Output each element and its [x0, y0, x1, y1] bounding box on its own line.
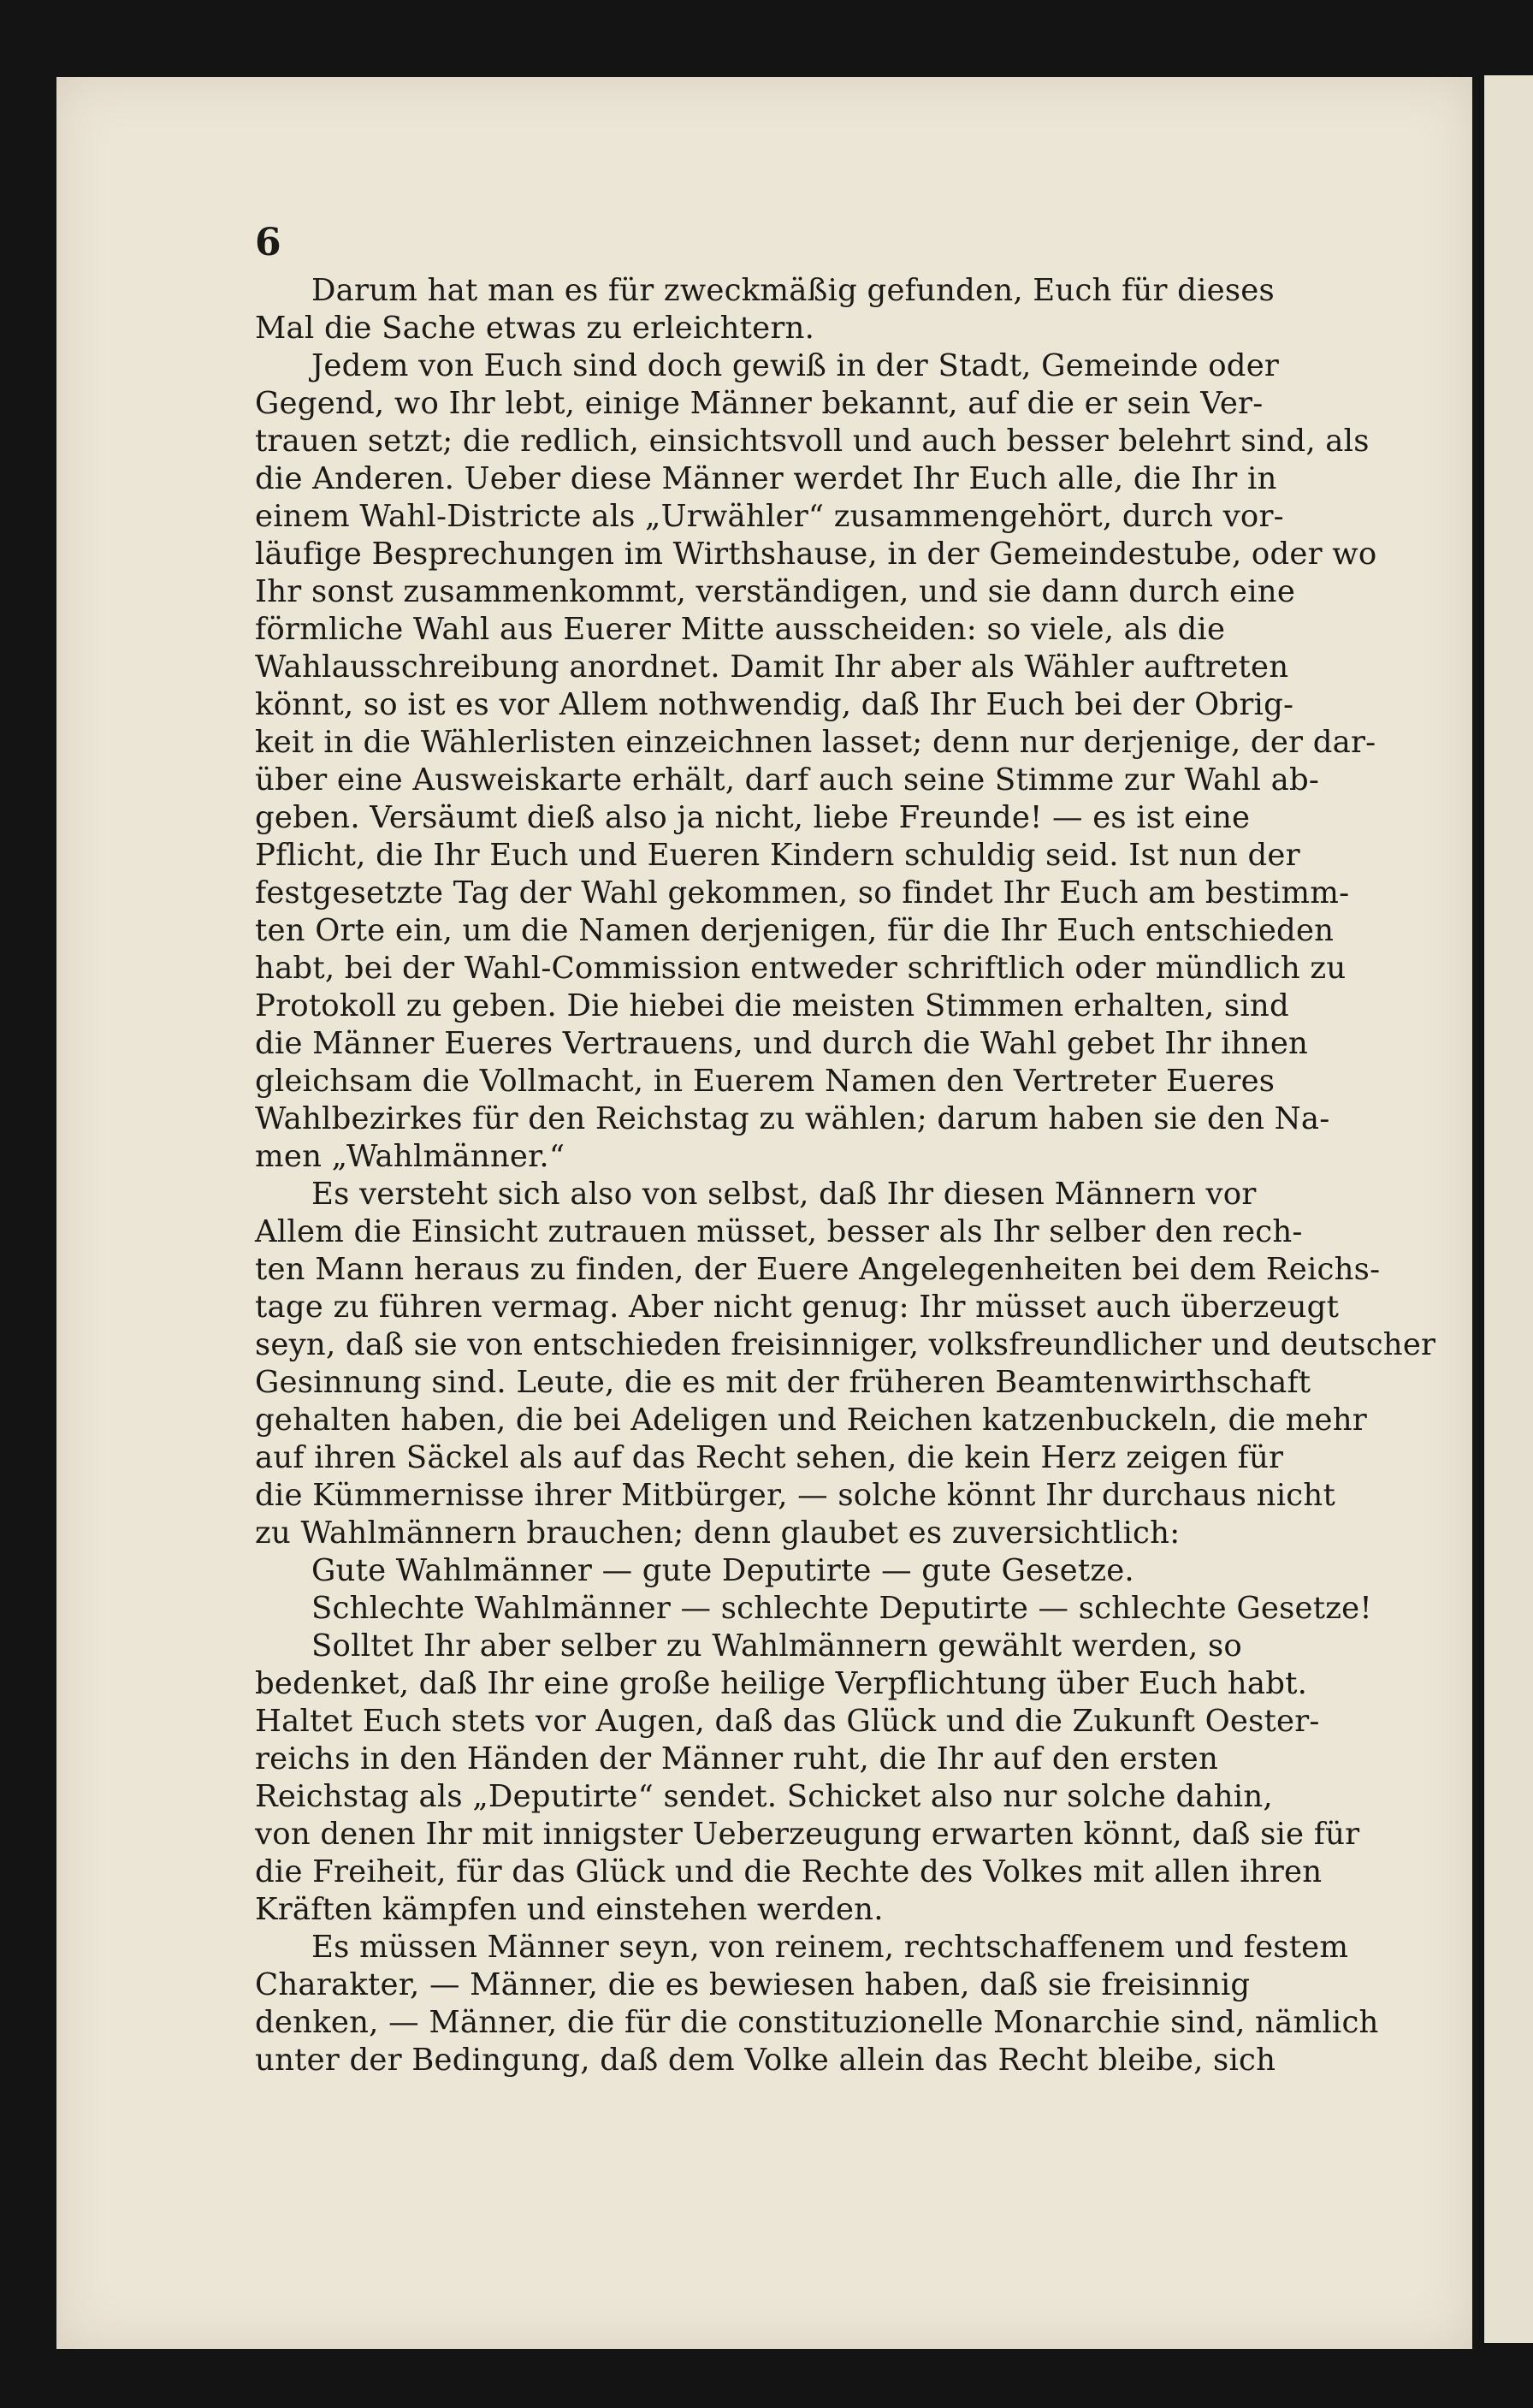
text-line: ten Orte ein, um die Namen derjenigen, für die Ihr Euch entschieden [255, 913, 1335, 948]
text-line: tage zu führen vermag. Aber nicht genug: Ihr müsset auch überzeugt [255, 1290, 1340, 1325]
text-line: von denen Ihr mit innigster Ueberzeugung erwarten könnt, daß sie für [255, 1817, 1360, 1852]
text-line: Darum hat man es für zweckmäßig gefunden, Euch für dieses [311, 273, 1275, 308]
paragraph [255, 1590, 1372, 1628]
text-line: die Kümmernisse ihrer Mitbürger, — solche könnt Ihr durchaus nicht [255, 1478, 1335, 1513]
text-line: Allem die Einsicht zutrauen müsset, besser als Ihr selber den rech- [255, 1214, 1303, 1249]
text-line: förmliche Wahl aus Euerer Mitte ausscheiden: so viele, als die [255, 612, 1226, 647]
text-line: festgesetzte Tag der Wahl gekommen, so findet Ihr Euch am bestimm- [255, 875, 1350, 910]
paragraph [255, 1552, 1341, 1590]
text-line: bedenket, daß Ihr eine große heilige Verpflichtung über Euch habt. [255, 1666, 1308, 1701]
text-line: Reichstag als „Deputirte“ sendet. Schicket also nur solche dahin, [255, 1779, 1273, 1814]
paragraph [255, 1929, 1379, 2079]
paragraph [255, 1628, 1360, 1929]
text-line: einem Wahl-Districte als „Urwähler“ zusammengehört, durch vor- [255, 499, 1284, 534]
text-line: seyn, daß sie von entschieden freisinniger, volksfreundlicher und deutscher [255, 1327, 1436, 1362]
text-line: Protokoll zu geben. Die hiebei die meisten Stimmen erhalten, sind [255, 988, 1289, 1023]
text-line: Es versteht sich also von selbst, daß Ihr diesen Männern vor [311, 1177, 1257, 1212]
text-line: gehalten haben, die bei Adeligen und Reichen katzenbuckeln, die mehr [255, 1403, 1367, 1438]
text-line: auf ihren Säckel als auf das Recht sehen, die kein Herz zeigen für [255, 1440, 1284, 1475]
text-line: Wahlbezirkes für den Reichstag zu wählen; darum haben sie den Na- [255, 1101, 1330, 1136]
text-line: geben. Versäumt dieß also ja nicht, liebe Freunde! — es ist eine [255, 800, 1251, 835]
paragraph [255, 1176, 1436, 1552]
text-line: läufige Besprechungen im Wirthshause, in der Gemeindestube, oder wo [255, 537, 1377, 572]
text-line: ten Mann heraus zu finden, der Euere Angelegenheiten bei dem Reichs- [255, 1252, 1381, 1287]
text-line: Es müssen Männer seyn, von reinem, rechtschaffenem und festem [311, 1930, 1349, 1965]
text-line: Charakter, — Männer, die es bewiesen haben, daß sie freisinnig [255, 1967, 1251, 2002]
text-line: habt, bei der Wahl-Commission entweder schriftlich oder mündlich zu [255, 951, 1347, 986]
text-line: Gegend, wo Ihr lebt, einige Männer bekannt, auf die er sein Ver- [255, 386, 1264, 421]
text-line: trauen setzt; die redlich, einsichtsvoll und auch besser belehrt sind, als [255, 424, 1370, 459]
text-line: reichs in den Händen der Männer ruht, die Ihr auf den ersten [255, 1741, 1219, 1776]
text-line: unter der Bedingung, daß dem Volke allein das Recht bleibe, sich [255, 2043, 1276, 2078]
facing-page-edge [1484, 75, 1533, 2343]
text-line: Schlechte Wahlmänner — schlechte Deputirte — schlechte Gesetze! [311, 1591, 1372, 1626]
text-line: Pflicht, die Ihr Euch und Eueren Kindern schuldig seid. Ist nun der [255, 838, 1300, 873]
page-number: 6 [255, 221, 281, 264]
paragraph [255, 272, 1341, 347]
text-line: Gute Wahlmänner — gute Deputirte — gute Gesetze. [311, 1553, 1134, 1588]
text-line: über eine Ausweiskarte erhält, darf auch seine Stimme zur Wahl ab- [255, 762, 1320, 798]
text-line: Wahlausschreibung anordnet. Damit Ihr aber als Wähler auftreten [255, 649, 1289, 685]
text-line: die Männer Eueres Vertrauens, und durch die Wahl gebet Ihr ihnen [255, 1026, 1309, 1061]
text-line: Solltet Ihr aber selber zu Wahlmännern gewählt werden, so [311, 1628, 1242, 1664]
text-line: keit in die Wählerlisten einzeichnen lasset; denn nur derjenige, der dar- [255, 725, 1376, 760]
text-line: Ihr sonst zusammenkommt, verständigen, und sie dann durch eine [255, 574, 1296, 609]
text-line: denken, — Männer, die für die constituzionelle Monarchie sind, nämlich [255, 2005, 1379, 2040]
text-line: die Freiheit, für das Glück und die Rechte des Volkes mit allen ihren [255, 1854, 1323, 1889]
text-line: könnt, so ist es vor Allem nothwendig, daß Ihr Euch bei der Obrig- [255, 687, 1294, 722]
text-line: Jedem von Euch sind doch gewiß in der Stadt, Gemeinde oder [311, 348, 1280, 383]
paragraph [255, 347, 1377, 1176]
text-line: Kräften kämpfen und einstehen werden. [255, 1892, 884, 1927]
text-line: gleichsam die Vollmacht, in Euerem Namen den Vertreter Eueres [255, 1064, 1276, 1099]
page-body [255, 272, 1436, 2079]
text-line: Gesinnung sind. Leute, die es mit der früheren Beamtenwirthschaft [255, 1365, 1311, 1400]
text-line: zu Wahlmännern brauchen; denn glaubet es zuversichtlich: [255, 1515, 1181, 1551]
text-line: Mal die Sache etwas zu erleichtern. [255, 311, 815, 346]
text-line: die Anderen. Ueber diese Männer werdet Ihr Euch alle, die Ihr in [255, 461, 1277, 496]
text-line: Haltet Euch stets vor Augen, daß das Glück und die Zukunft Oester- [255, 1704, 1320, 1739]
text-line: men „Wahlmänner.“ [255, 1139, 565, 1174]
